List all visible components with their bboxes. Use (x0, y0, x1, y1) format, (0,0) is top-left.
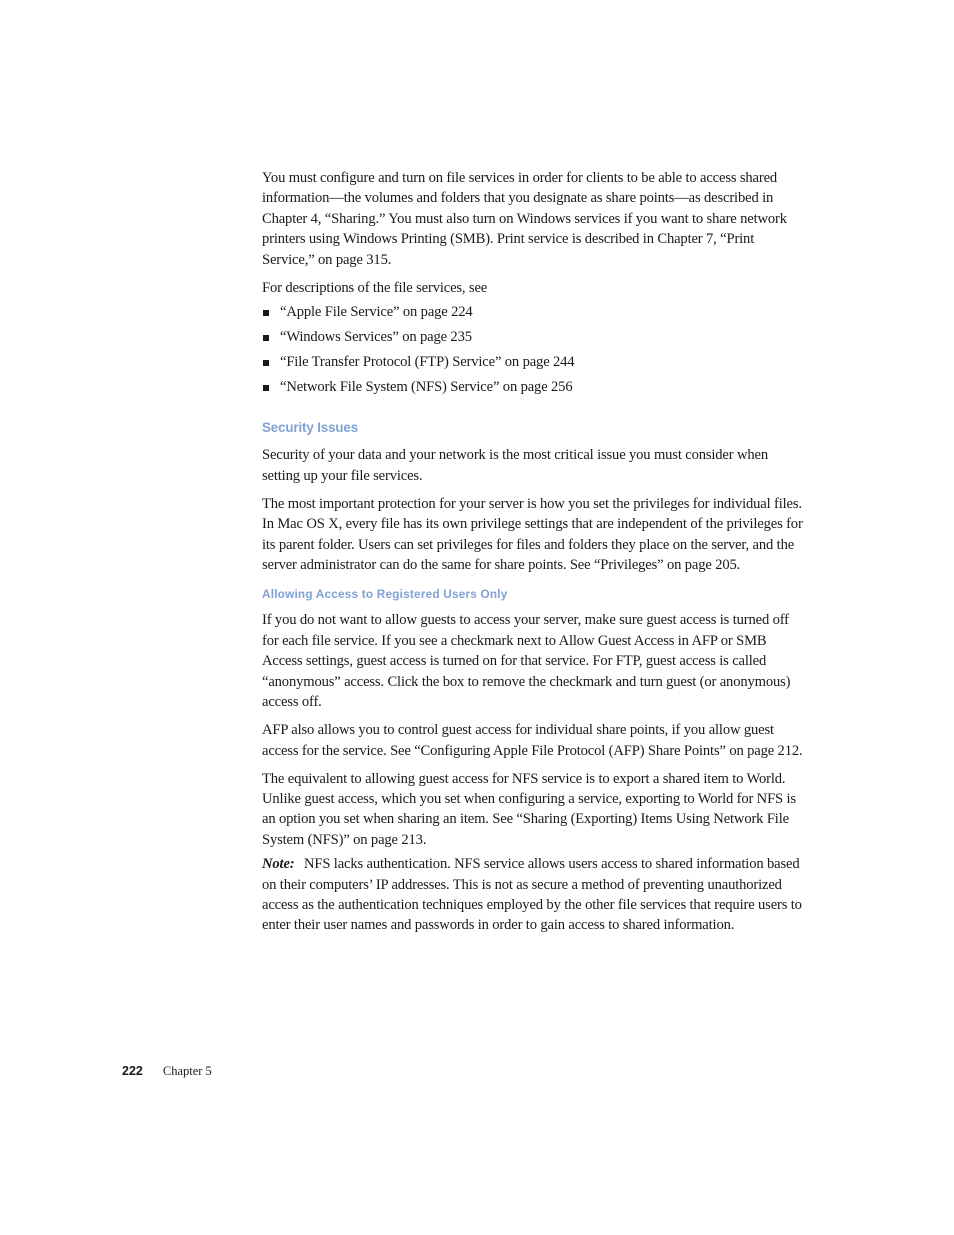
intro-lead-in: For descriptions of the file services, see (262, 279, 488, 296)
registered-paragraph: AFP also allows you to control guest access for individual share points, if you allow guest access for the service. See “Configuring Apple File Protocol (AFP) Share Points” on page 212. (262, 722, 803, 759)
registered-paragraph: If you do not want to allow guests to access your server, make sure guest access is turned off for each file service. If you see a checkmark next to Allow Guest Access in AFP or SMB Access settings, guest access is turned on for that service. For FTP, guest access is called “anonymous” access. Click the box to remove the checkmark and turn guest (or anonymous) access off. (262, 612, 791, 711)
security-paragraph: The most important protection for your server is how you set the privileges for individual files. In Mac OS X, every file has its own privilege settings that are independent of the privileges for its parent folder. Users can set privileges for files and folders they place on the server, and the server administrator can do the same for share points. See “Privileges” on page 205. (262, 495, 803, 574)
page-footer (122, 1063, 212, 1079)
square-bullet-icon (263, 385, 269, 391)
list-item (262, 352, 807, 372)
list-item-text: “Network File System (NFS) Service” on page 256 (280, 379, 573, 396)
file-services-list (262, 302, 807, 397)
security-heading: Security Issues (262, 420, 359, 436)
page-content (262, 168, 807, 943)
square-bullet-icon (263, 360, 269, 366)
list-item-text: “File Transfer Protocol (FTP) Service” on page 244 (280, 354, 575, 371)
registered-users-heading: Allowing Access to Registered Users Only (262, 587, 508, 602)
list-item (262, 302, 807, 322)
list-item (262, 377, 807, 397)
list-item-text: “Windows Services” on page 235 (280, 329, 472, 346)
note-text: NFS lacks authentication. NFS service allows users access to shared information based on their computers’ IP addresses. This is not as secure a method of preventing unauthorized access as the authentication techniques employed by the other file services that require users to enter their user names and passwords in order to gain access to shared information. (262, 856, 802, 934)
chapter-label: Chapter 5 (162, 1064, 212, 1078)
page-number: 222 (122, 1064, 143, 1078)
list-item-text: “Apple File Service” on page 224 (280, 304, 473, 321)
square-bullet-icon (263, 310, 269, 316)
intro-paragraph: You must configure and turn on file services in order for clients to be able to access shared information—the volumes and folders that you designate as share points—as described in Chapter 4, “Sharing.” You must also turn on Windows services if you want to share network printers using Windows Printing (SMB). Print service is described in Chapter 7, “Print Service,” on page 315. (262, 170, 787, 268)
list-item (262, 327, 807, 347)
registered-paragraph: The equivalent to allowing guest access for NFS service is to export a shared item to World. Unlike guest access, which you set when configuring a service, exporting to World for NFS is an option you set when sharing an item. See “Sharing (Exporting) Items Using Network File System (NFS)” on page 213. (262, 770, 796, 848)
note-paragraph (262, 854, 807, 936)
note-label: Note: (262, 856, 295, 873)
security-paragraph: Security of your data and your network is the most critical issue you must consider when setting up your file services. (262, 447, 768, 484)
square-bullet-icon (263, 335, 269, 341)
